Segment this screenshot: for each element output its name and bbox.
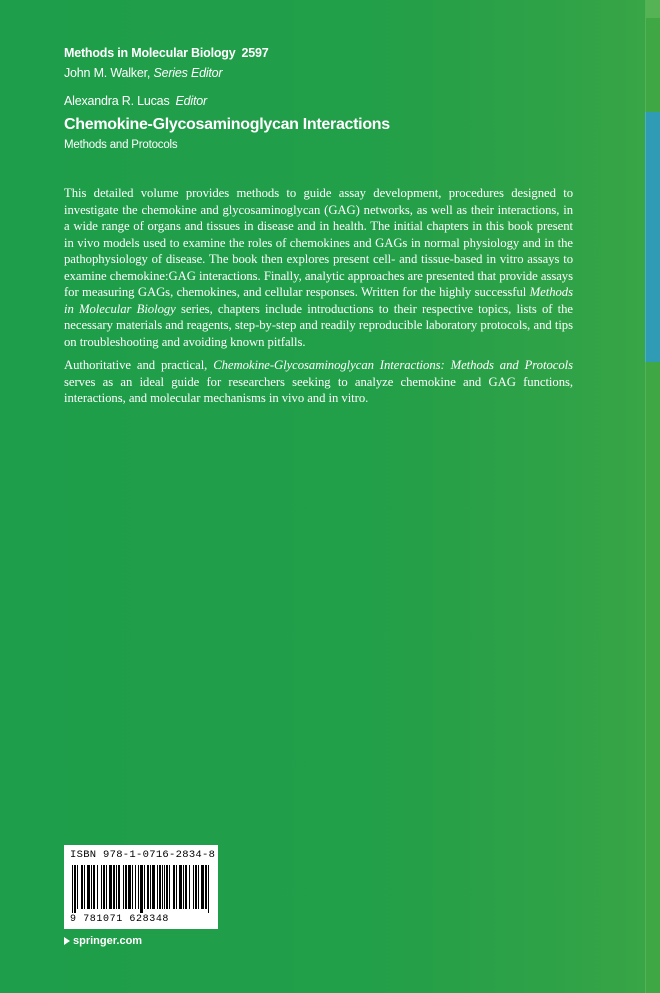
barcode-bar	[205, 865, 207, 909]
book-description	[64, 185, 573, 414]
barcode-bar	[208, 865, 209, 913]
publisher-url: springer.com	[73, 935, 143, 947]
barcode-bar	[91, 865, 92, 909]
barcode-bar	[201, 865, 204, 909]
barcode-bars	[70, 865, 212, 913]
barcode-bar	[195, 865, 197, 909]
barcode-bar	[164, 865, 165, 909]
volume-editor-name: Alexandra R. Lucas	[64, 94, 170, 108]
arrow-right-icon	[64, 937, 70, 945]
barcode-bar	[169, 865, 170, 909]
isbn-barcode	[64, 845, 218, 929]
barcode-bar	[166, 865, 168, 909]
barcode-bar	[144, 865, 145, 909]
barcode-bar	[135, 865, 136, 909]
series-editor-name: John M. Walker,	[64, 66, 151, 80]
barcode-bar	[150, 865, 151, 909]
volume-editor	[64, 94, 207, 108]
barcode-bar	[183, 865, 184, 909]
spine-top-mark	[646, 0, 660, 18]
series-editor-role: Series Editor	[153, 66, 223, 80]
barcode-bar	[74, 865, 76, 913]
barcode-bar	[179, 865, 182, 909]
barcode-bar	[185, 865, 187, 909]
barcode-bar	[97, 865, 98, 909]
barcode-bar	[118, 865, 120, 909]
series-name: Methods in Molecular Biology	[64, 46, 236, 60]
description-paragraph-1: This detailed volume provides methods to guide assay development, procedures designed to investigate the chemokine and glycosaminoglycan (GAG) networks, as well as their interactions, in a wide range of organs and tissues in disease and in health. The initial chapters in this book present in vivo models used to examine the roles of chemokines and GAGs in normal physiology and in the pathophysiology of disease. The book then explores present cell- and tissue-based in vitro assays to examine chemokine:GAG interactions. Finally, analytic approaches are presented that provide assays for measuring GAGs, chemokines, and cellular responses. Written for the highly successful Methods in Molecular Biology series, chapters include introductions to their respective topics, lists of the necessary materials and reagents, step-by-step and readily reproducible laboratory protocols, and tips on troubleshooting and avoiding known pitfalls.	[64, 186, 574, 349]
series-heading	[64, 46, 269, 60]
barcode-bar	[157, 865, 158, 909]
barcode-bar	[173, 865, 175, 909]
description-paragraph-2: Authoritative and practical, Chemokine-Glycosaminoglycan Interactions: Methods and Protocols serves as an ideal guide for researchers seeking to analyze chemokine and GAG functions, interactions, and molecular mechanisms in vivo and in vitro.	[64, 358, 573, 405]
barcode-bar	[198, 865, 199, 909]
series-editor	[64, 66, 222, 80]
isbn-label: ISBN 978-1-0716-2834-8	[70, 849, 216, 861]
barcode-bar	[93, 865, 95, 909]
barcode-bar	[101, 865, 102, 909]
barcode-digits: 9 781071 628348	[70, 914, 170, 925]
barcode-bar	[116, 865, 117, 909]
volume-editor-role: Editor	[175, 94, 207, 108]
barcode-bar	[113, 865, 115, 909]
barcode-bar	[81, 865, 83, 909]
barcode-bar	[103, 865, 105, 909]
series-number: 2597	[241, 46, 269, 60]
barcode-bar	[176, 865, 177, 909]
barcode-bar	[138, 865, 139, 909]
barcode-bar	[72, 865, 73, 913]
barcode-bar	[159, 865, 161, 909]
barcode-bar	[140, 865, 143, 913]
barcode-bar	[123, 865, 124, 909]
barcode-bar	[152, 865, 155, 909]
barcode-bar	[77, 865, 78, 909]
barcode-bar	[109, 865, 112, 909]
barcode-bar	[125, 865, 127, 909]
book-subtitle: Methods and Protocols	[64, 139, 178, 151]
book-title: Chemokine-Glycosaminoglycan Interactions	[64, 116, 390, 133]
barcode-bar	[189, 865, 190, 909]
publisher-link[interactable]	[64, 935, 142, 947]
barcode-bar	[193, 865, 194, 909]
barcode-bar	[162, 865, 163, 909]
spine-blue-band	[645, 112, 660, 362]
barcode-bar	[87, 865, 90, 909]
barcode-bar	[128, 865, 131, 909]
barcode-bar	[147, 865, 149, 909]
barcode-bar	[132, 865, 133, 909]
barcode-bar	[84, 865, 85, 909]
barcode-bar	[106, 865, 107, 909]
